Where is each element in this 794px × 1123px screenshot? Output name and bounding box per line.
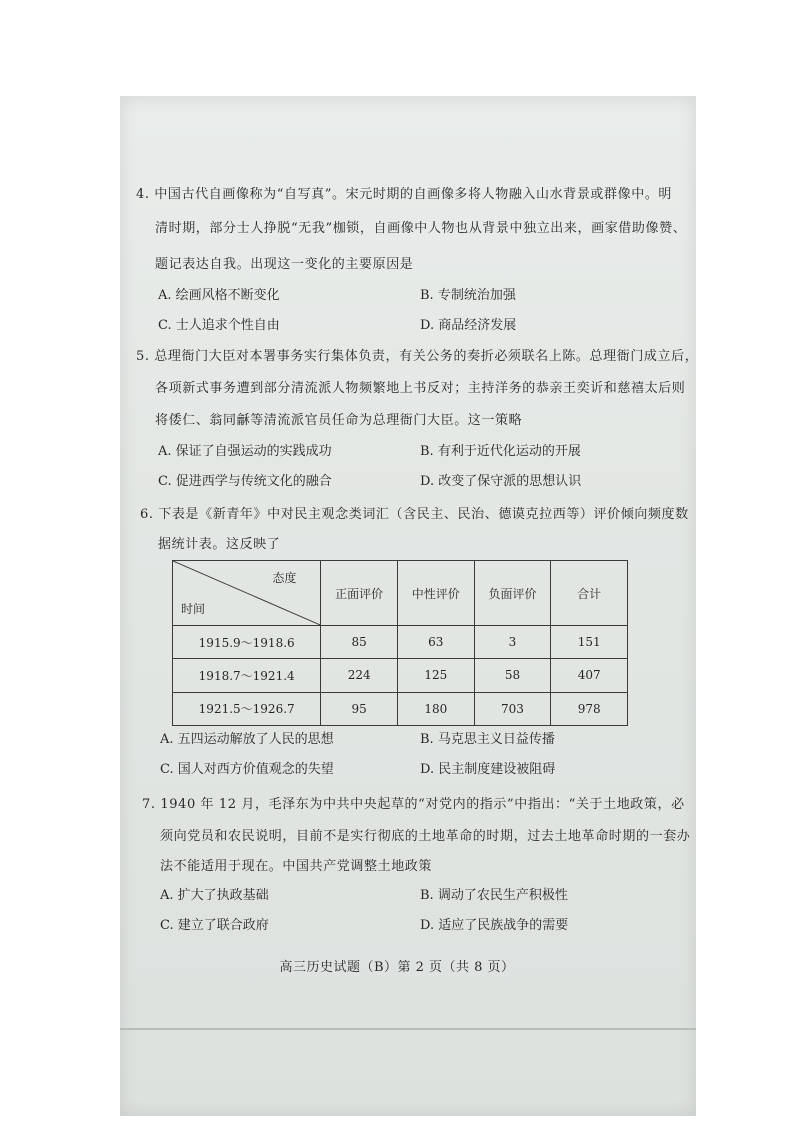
q5-option-d: D. 改变了保守派的思想认识 — [420, 474, 582, 489]
positive-cell: 85 — [321, 626, 398, 659]
total-cell: 151 — [551, 626, 628, 659]
q6-option-d: D. 民主制度建设被阻碍 — [420, 762, 556, 777]
q5-stem-line-3: 将倭仁、翁同龢等清流派官员任命为总理衙门大臣。这一策略 — [155, 413, 523, 428]
positive-cell: 224 — [321, 659, 398, 692]
column-header: 负面评价 — [474, 561, 551, 626]
column-header: 合计 — [551, 561, 628, 626]
total-cell: 978 — [551, 692, 628, 725]
q4-stem-line-2: 清时期，部分士人挣脱“无我”枷锁，自画像中人物也从背景中独立出来，画家借助像赞、 — [155, 221, 687, 236]
header-attitude-label: 态度 — [272, 571, 297, 585]
table-header-row — [173, 561, 628, 626]
table-row — [173, 659, 628, 692]
q4-stem-line-1: 4. 中国古代自画像称为“自写真”。宋元时期的自画像多将人物融入山水背景或群像中。明 — [136, 187, 673, 202]
q4-option-d: D. 商品经济发展 — [420, 318, 517, 333]
q7-option-b: B. 调动了农民生产积极性 — [420, 888, 568, 903]
table-row — [173, 692, 628, 725]
positive-cell: 95 — [321, 692, 398, 725]
neutral-cell: 125 — [397, 659, 474, 692]
q7-stem-line-1: 7. 1940 年 12 月，毛泽东为中共中央起草的“对党内的指示”中指出：“关于土地政策，必 — [142, 797, 685, 812]
q6-stem-line-1: 6. 下表是《新青年》中对民主观念类词汇（含民主、民治、德谟克拉西等）评价倾向频度数 — [140, 507, 689, 522]
q6-stem-line-2: 据统计表。这反映了 — [158, 537, 281, 552]
q7-option-c: C. 建立了联合政府 — [160, 918, 269, 933]
q7-stem-line-2: 须向党员和农民说明，目前不是实行彻底的土地革命的时期，过去土地革命时期的一套办 — [160, 829, 691, 844]
q5-stem-line-1: 5. 总理衙门大臣对本署事务实行集体负责，有关公务的奏折必须联名上陈。总理衙门成立后， — [136, 349, 699, 364]
period-cell: 1918.7～1921.4 — [173, 659, 321, 692]
frequency-table — [172, 560, 628, 726]
table-corner-cell — [173, 561, 321, 626]
period-cell: 1915.9～1918.6 — [173, 626, 321, 659]
total-cell: 407 — [551, 659, 628, 692]
q5-option-c: C. 促进西学与传统文化的融合 — [158, 474, 332, 489]
q4-option-b: B. 专制统治加强 — [420, 288, 516, 303]
neutral-cell: 63 — [397, 626, 474, 659]
q4-option-a: A. 绘画风格不断变化 — [158, 288, 280, 303]
header-time-label: 时间 — [181, 602, 206, 616]
neutral-cell: 180 — [397, 692, 474, 725]
q4-stem-line-3: 题记表达自我。出现这一变化的主要原因是 — [155, 257, 414, 272]
q7-option-d: D. 适应了民族战争的需要 — [420, 918, 569, 933]
q4-option-c: C. 士人追求个性自由 — [158, 318, 280, 333]
page-footer: 高三历史试题（B）第 2 页（共 8 页） — [279, 960, 515, 975]
column-header: 正面评价 — [321, 561, 398, 626]
q5-option-b: B. 有利于近代化运动的开展 — [420, 444, 581, 459]
q7-option-a: A. 扩大了执政基础 — [160, 888, 269, 903]
q6-option-b: B. 马克思主义日益传播 — [420, 732, 555, 747]
negative-cell: 703 — [474, 692, 551, 725]
q5-option-a: A. 保证了自强运动的实践成功 — [158, 444, 332, 459]
q7-stem-line-3: 法不能适用于现在。中国共产党调整土地政策 — [160, 859, 433, 874]
q6-option-a: A. 五四运动解放了人民的思想 — [160, 732, 334, 747]
q6-option-c: C. 国人对西方价值观念的失望 — [160, 762, 334, 777]
q5-stem-line-2: 各项新式事务遭到部分清流派人物频繁地上书反对；主持洋务的恭亲王奕䜣和慈禧太后则 — [155, 381, 686, 396]
paper-fold-line — [120, 1028, 696, 1030]
table-row — [173, 626, 628, 659]
period-cell: 1921.5～1926.7 — [173, 692, 321, 725]
column-header: 中性评价 — [397, 561, 474, 626]
negative-cell: 58 — [474, 659, 551, 692]
negative-cell: 3 — [474, 626, 551, 659]
